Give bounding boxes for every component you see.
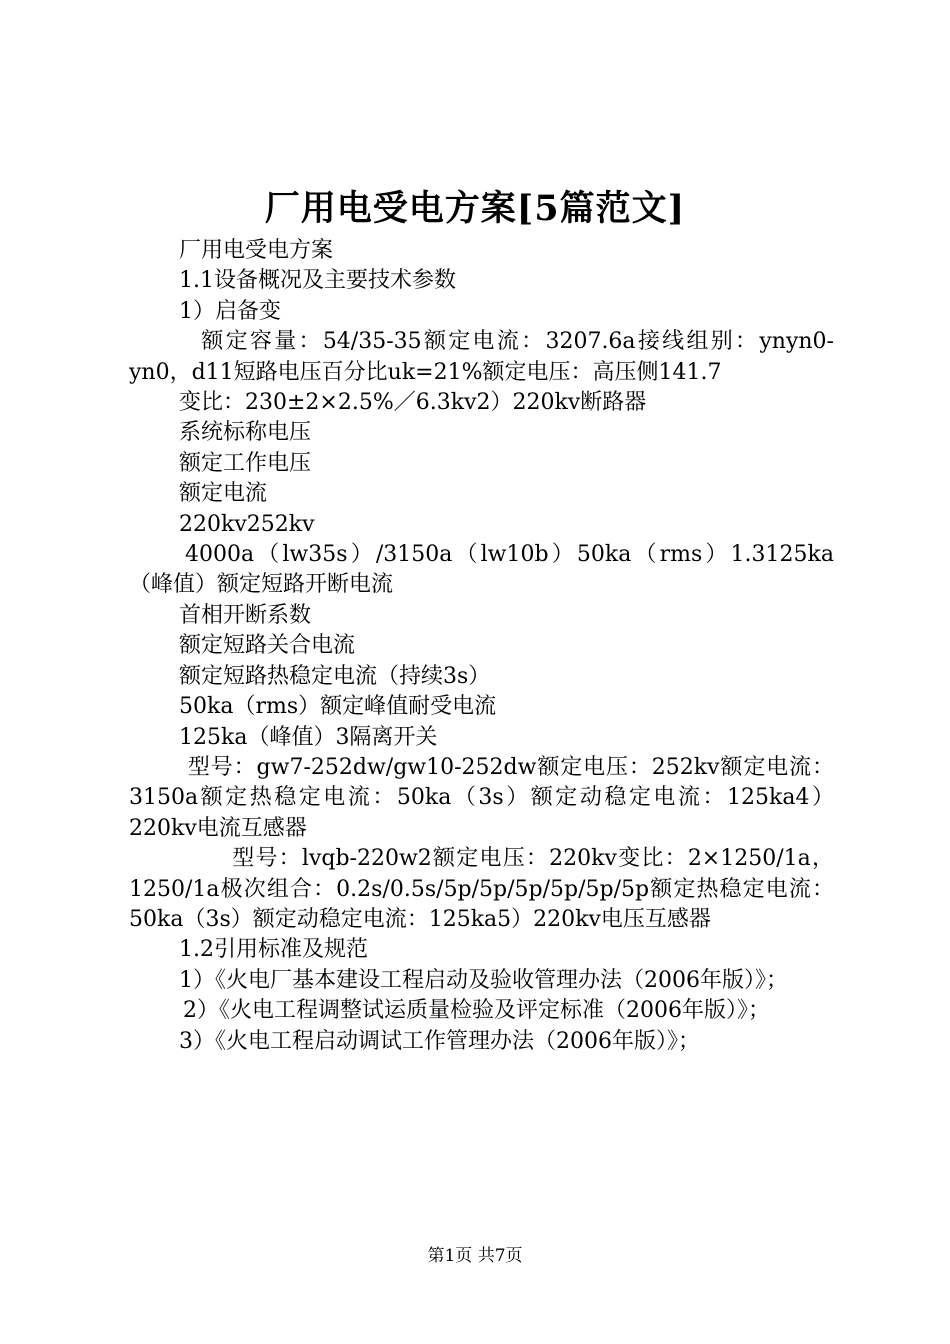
paragraph: 50ka（rms）额定峰值耐受电流 [179, 694, 497, 720]
paragraph: 额定容量：54/35-35额定电流：3207.6a接线组别：ynyn0-yn0，d11短路电压百分比uk=21%额定电压：高压侧141.7 [129, 329, 834, 385]
paragraph: 1.2引用标准及规范 [179, 937, 368, 963]
paragraph: 型号：gw7-252dw/gw10-252dw额定电压：252kv额定电流：3150a额定热稳定电流：50ka（3s）额定动稳定电流：125ka4）220kv电流互感器 [129, 754, 834, 841]
paragraph: 3）《火电工程启动调试工作管理办法（2006年版）》； [179, 1028, 700, 1054]
paragraph: 变比：230±2×2.5%／6.3kv2）220kv断路器 [179, 390, 647, 416]
paragraph: 220kv252kv [179, 511, 315, 537]
paragraph: 1）《火电厂基本建设工程启动及验收管理办法（2006年版）》； [179, 967, 788, 993]
paragraph: 首相开断系数 [179, 602, 312, 628]
paragraph: 125ka（峰值）3隔离开关 [179, 724, 438, 750]
paragraph: 额定短路热稳定电流（持续3s） [179, 663, 491, 689]
paragraph: 1）启备变 [179, 298, 281, 324]
document-body [129, 236, 834, 1057]
paragraph: 额定工作电压 [179, 450, 312, 476]
paragraph: 额定短路关合电流 [179, 633, 356, 659]
paragraph: 厂用电受电方案 [179, 238, 334, 263]
paragraph: 4000a（lw35s）/3150a（lw10b）50ka（rms）1.3125ka（峰值）额定短路开断电流 [129, 542, 834, 598]
page-footer: 第1页 共7页 [427, 1246, 523, 1266]
document-title: 厂用电受电方案[5篇范文] [264, 188, 686, 229]
paragraph: 2）《火电工程调整试运质量检验及评定标准（2006年版）》； [183, 998, 770, 1024]
paragraph: 1.1设备概况及主要技术参数 [179, 268, 456, 294]
paragraph: 型号：lvqb-220w2额定电压：220kv变比：2×1250/1a，1250/1a极次组合：0.2s/0.5s/5p/5p/5p/5p/5p/5p额定热稳定电流：50ka（3s）额定动稳定电流：125ka5）220kv电压互感器 [129, 846, 834, 932]
paragraph: 系统标称电压 [179, 420, 312, 446]
paragraph: 额定电流 [179, 481, 268, 507]
